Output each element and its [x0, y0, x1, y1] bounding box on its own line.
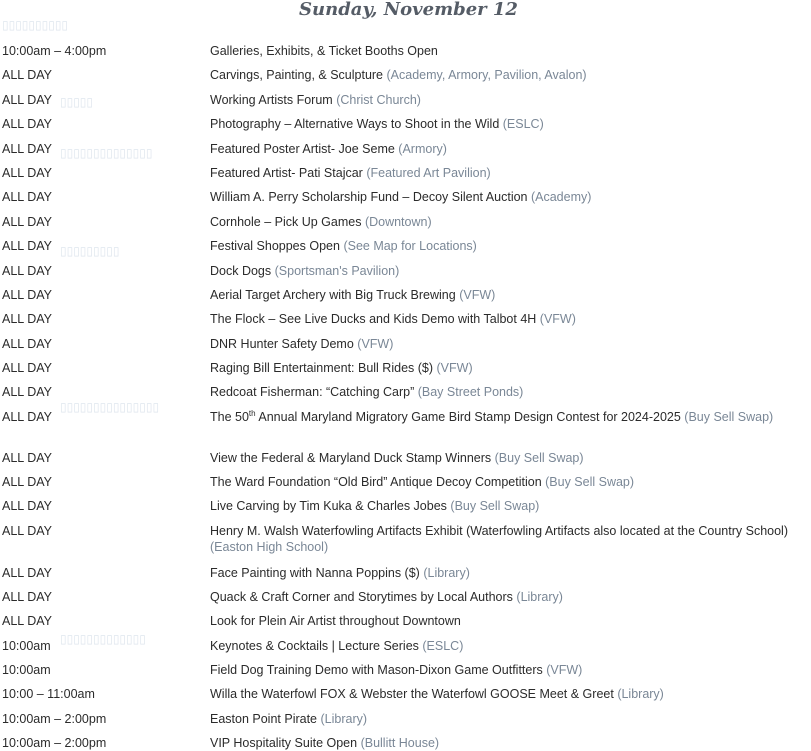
ghost-text: ▯▯▯▯▯▯▯▯▯▯▯▯▯▯▯	[60, 400, 160, 414]
event-time: 10:00am	[2, 663, 51, 677]
event-location: (Library)	[516, 590, 563, 604]
event-location: (VFW)	[436, 361, 473, 375]
event-time: ALL DAY	[2, 93, 53, 107]
event-time: ALL DAY	[2, 239, 53, 253]
event-time: ALL DAY	[2, 166, 53, 180]
event-time: ALL DAY	[2, 264, 53, 278]
event-location: (Academy, Armory, Pavilion, Avalon)	[386, 68, 587, 82]
event-location: (Buy Sell Swap)	[450, 499, 540, 513]
event-time: ALL DAY	[2, 524, 53, 538]
event-time: ALL DAY	[2, 410, 53, 424]
event-time: ALL DAY	[2, 68, 53, 82]
event-description: The Flock – See Live Ducks and Kids Demo with Talbot 4H (VFW)	[210, 312, 576, 326]
event-location: (Buy Sell Swap)	[684, 410, 774, 424]
event-time: 10:00am – 2:00pm	[2, 712, 107, 726]
event-time: ALL DAY	[2, 566, 53, 580]
event-description: VIP Hospitality Suite Open (Bullitt House)	[210, 736, 440, 750]
event-location: (ESLC)	[502, 117, 544, 131]
event-location: (VFW)	[539, 312, 576, 326]
event-description: Cornhole – Pick Up Games (Downtown)	[210, 215, 432, 229]
event-location: (Buy Sell Swap)	[494, 451, 584, 465]
event-time: ALL DAY	[2, 117, 53, 131]
ghost-text: ▯▯▯▯▯	[60, 95, 94, 109]
event-time: ALL DAY	[2, 475, 53, 489]
event-location: (VFW)	[546, 663, 583, 677]
event-description: Henry M. Walsh Waterfowling Artifacts Exhibit (Waterfowling Artifacts also located at the Country School) (Easton High School)	[210, 524, 788, 554]
event-description: Aerial Target Archery with Big Truck Brewing (VFW)	[210, 288, 496, 302]
event-location: (Library)	[617, 687, 664, 701]
ghost-text: ▯▯▯▯▯▯▯▯▯	[60, 244, 120, 258]
event-description: Willa the Waterfowl FOX & Webster the Waterfowl GOOSE Meet & Greet (Library)	[210, 687, 664, 701]
ghost-text: ▯▯▯▯▯▯▯▯▯▯▯▯▯▯	[60, 146, 153, 160]
event-time: 10:00 – 11:00am	[2, 687, 95, 701]
event-description: Raging Bill Entertainment: Bull Rides ($) (VFW)	[210, 361, 473, 375]
event-location: (Library)	[320, 712, 368, 726]
event-time: ALL DAY	[2, 312, 53, 326]
event-time: 10:00am – 2:00pm	[2, 736, 107, 750]
event-time: ALL DAY	[2, 590, 53, 604]
event-description: Quack & Craft Corner and Storytimes by Local Authors (Library)	[210, 590, 563, 604]
event-description: The 50th Annual Maryland Migratory Game Bird Stamp Design Contest for 2024-2025 (Buy Sell Swap)	[210, 408, 774, 424]
event-time: ALL DAY	[2, 385, 53, 399]
event-description: Keynotes & Cocktails | Lecture Series (ESLC)	[210, 639, 464, 653]
event-location: (Featured Art Pavilion)	[366, 166, 491, 180]
event-description: William A. Perry Scholarship Fund – Decoy Silent Auction (Academy)	[210, 190, 592, 204]
event-location: (Easton High School)	[210, 540, 329, 554]
event-description: View the Federal & Maryland Duck Stamp Winners (Buy Sell Swap)	[210, 451, 584, 465]
page-title: Sunday, November 12	[299, 0, 518, 20]
event-location: (VFW)	[357, 337, 394, 351]
event-time: ALL DAY	[2, 142, 53, 156]
event-location: (Downtown)	[364, 215, 432, 229]
event-location: (Sportsman's Pavilion)	[274, 264, 400, 278]
event-time: ALL DAY	[2, 361, 53, 375]
event-description: Easton Point Pirate (Library)	[210, 712, 368, 726]
event-description: Photography – Alternative Ways to Shoot in the Wild (ESLC)	[210, 117, 544, 131]
event-description: Galleries, Exhibits, & Ticket Booths Open	[210, 44, 438, 58]
event-location: (Buy Sell Swap)	[545, 475, 635, 489]
event-time: ALL DAY	[2, 337, 53, 351]
event-description: Featured Artist- Pati Stajcar (Featured Art Pavilion)	[210, 166, 491, 180]
event-time: ALL DAY	[2, 451, 53, 465]
event-location: (VFW)	[459, 288, 496, 302]
ghost-text: ▯▯▯▯▯▯▯▯▯▯▯▯▯	[60, 632, 146, 646]
event-location: (ESLC)	[422, 639, 464, 653]
event-description: Carvings, Painting, & Sculpture (Academy, Armory, Pavilion, Avalon)	[210, 68, 587, 82]
event-description: The Ward Foundation “Old Bird” Antique Decoy Competition (Buy Sell Swap)	[210, 475, 635, 489]
event-description: Dock Dogs (Sportsman's Pavilion)	[210, 264, 400, 278]
event-location: (Christ Church)	[336, 93, 421, 107]
event-location: (See Map for Locations)	[343, 239, 477, 253]
event-description: Live Carving by Tim Kuka & Charles Jobes (Buy Sell Swap)	[210, 499, 540, 513]
event-location: (Library)	[423, 566, 470, 580]
event-description: Festival Shoppes Open (See Map for Locations)	[210, 239, 477, 253]
event-location: (Bullitt House)	[360, 736, 440, 750]
event-description: Look for Plein Air Artist throughout Downtown	[210, 614, 461, 628]
event-description: Redcoat Fisherman: “Catching Carp” (Bay Street Ponds)	[210, 385, 524, 399]
event-time: ALL DAY	[2, 614, 53, 628]
event-time: 10:00am	[2, 639, 51, 653]
event-description: Featured Poster Artist- Joe Seme (Armory)	[210, 142, 447, 156]
event-description: Working Artists Forum (Christ Church)	[210, 93, 421, 107]
event-location: (Academy)	[530, 190, 592, 204]
event-location: (Armory)	[398, 142, 447, 156]
event-time: ALL DAY	[2, 499, 53, 513]
event-description: DNR Hunter Safety Demo (VFW)	[210, 337, 394, 351]
event-location: (Bay Street Ponds)	[417, 385, 524, 399]
event-time: ALL DAY	[2, 215, 53, 229]
event-time: ALL DAY	[2, 190, 53, 204]
event-time: ALL DAY	[2, 288, 53, 302]
ghost-text: ▯▯▯▯▯▯▯▯▯▯	[2, 18, 69, 32]
event-description: Face Painting with Nanna Poppins ($) (Library)	[210, 566, 470, 580]
event-description: Field Dog Training Demo with Mason-Dixon Game Outfitters (VFW)	[210, 663, 583, 677]
event-time: 10:00am – 4:00pm	[2, 44, 107, 58]
